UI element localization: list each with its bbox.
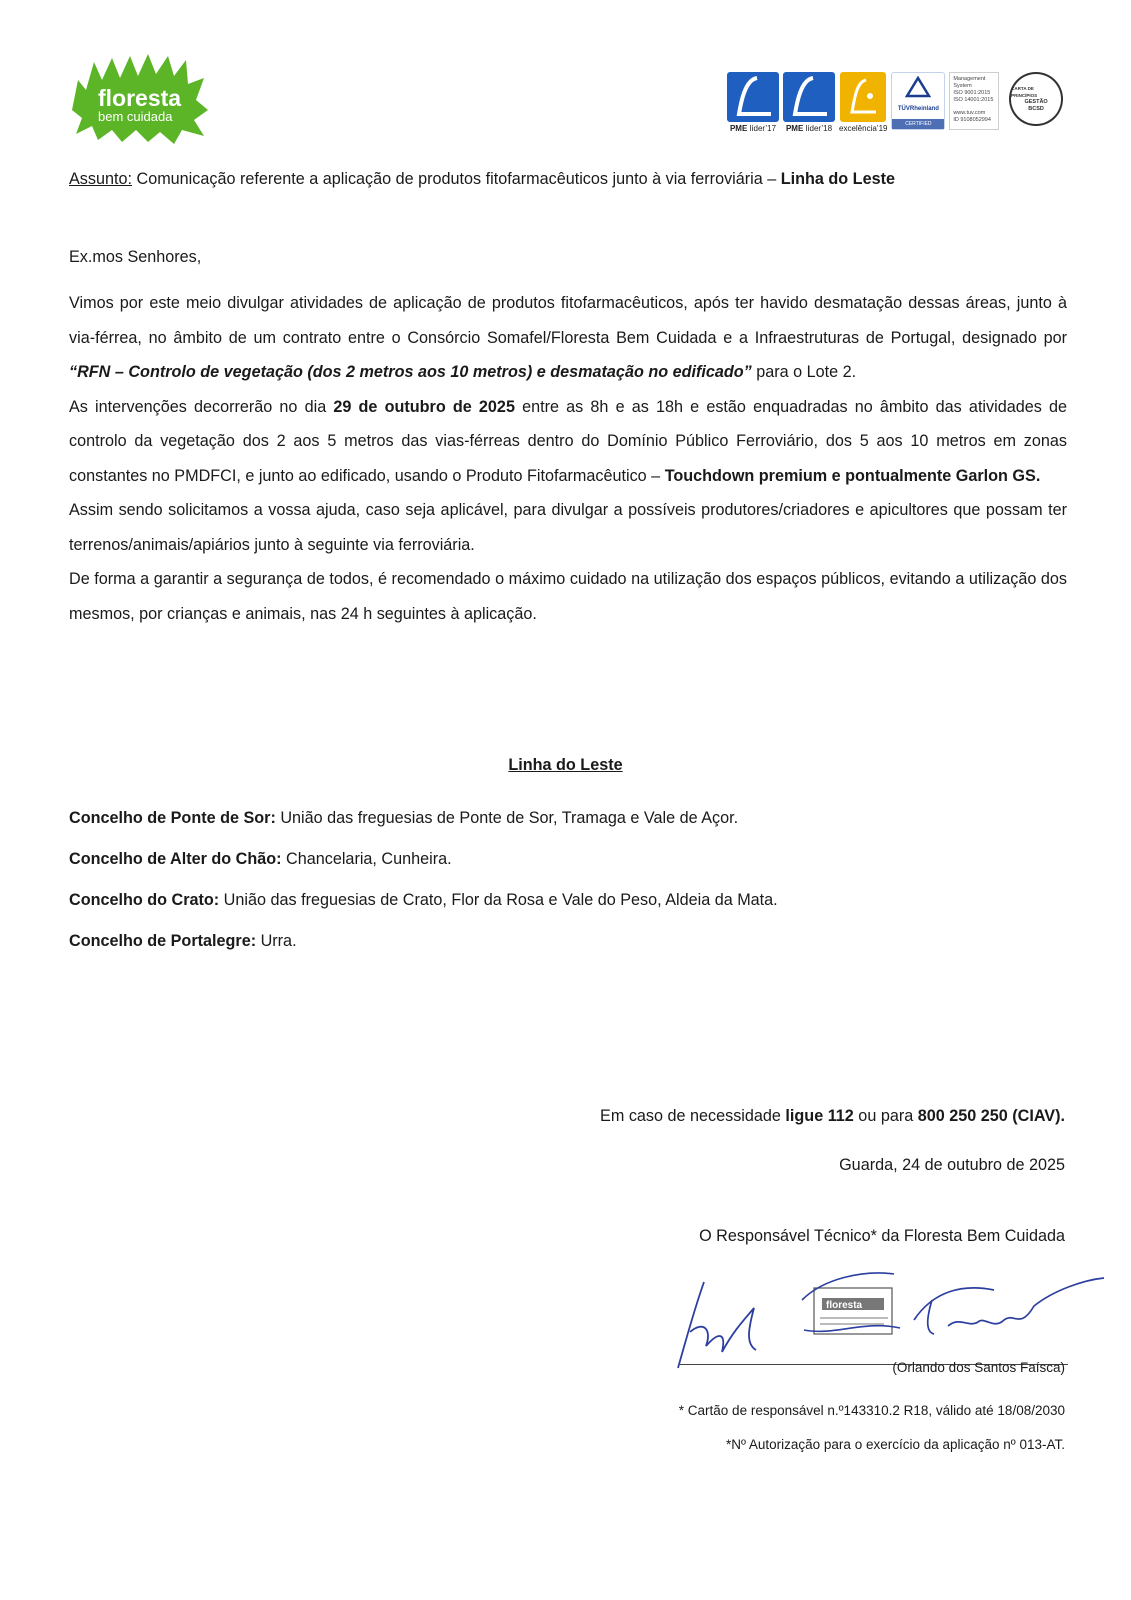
bcsd-seal	[1009, 72, 1063, 126]
emergency-text: Em caso de necessidade	[600, 1107, 786, 1125]
concelhos-list	[69, 798, 1067, 962]
pme-18-caption-bold: PME	[785, 124, 804, 133]
pme-lider-icon	[783, 72, 835, 122]
product-name: Touchdown premium e pontualmente Garlon GS.	[664, 466, 1041, 485]
p1-end: para o Lote 2.	[751, 363, 857, 381]
pme-excelencia-19-badge	[839, 72, 887, 134]
p2-text-b: entre as 8h e as 18h e estão enquadradas no âmbito das atividades de controlo da vegetação dos 2 aos 5 metros das vias-férreas dentro do Domínio Público Ferroviário, dos 5 aos 10 metros em zonas constantes no PMDFCI, e junto ao edificado, usando o Produto Fitofarmacêutico –	[69, 397, 1067, 485]
stamp-text: floresta	[826, 1300, 863, 1311]
intervention-date: 29 de outubro de 2025	[333, 397, 515, 416]
emergency-contact	[600, 1107, 1065, 1126]
iso-line: Management	[953, 76, 986, 82]
logo-text-bem-cuidada: bem cuidada	[98, 109, 173, 124]
concelho-value: União das freguesias de Ponte de Sor, Tramaga e Vale de Açor.	[275, 809, 739, 827]
floresta-logo	[64, 50, 212, 146]
subject-label: Assunto:	[69, 170, 132, 188]
pme-lider-icon	[727, 72, 779, 122]
p1-text: Vimos por este meio divulgar atividades de aplicação de produtos fitofarmacêuticos, após ter havido desmatação dessas áreas, junto à via-férrea, no âmbito de um contrato entre o Consórcio Somafel/Floresta Bem Cuidada e a Infraestruturas de Portugal, designado por	[69, 294, 1067, 347]
tuv-name: TÜVRheinland	[897, 105, 939, 112]
signatory-name: (Orlando dos Santos Faísca)	[892, 1360, 1065, 1375]
iso-management-box	[949, 72, 999, 130]
certification-badges	[727, 72, 1063, 142]
iso-line: ISO 14001:2015	[953, 97, 994, 103]
list-item	[69, 798, 1067, 839]
paragraph-1	[69, 286, 1067, 390]
concelho-label: Concelho de Alter do Chão:	[69, 850, 282, 868]
tuv-rheinland-badge	[891, 72, 945, 130]
footnote-authorization: *Nº Autorização para o exercício da aplicação nº 013-AT.	[725, 1437, 1065, 1452]
pme-excelencia-icon	[840, 72, 886, 122]
p2-text: As intervenções decorrerão no dia	[69, 397, 334, 416]
iso-line: ID 9108052994	[953, 117, 991, 123]
iso-line: ISO 9001:2015	[953, 90, 991, 96]
paragraph-3: Assim sendo solicitamos a vossa ajuda, caso seja aplicável, para divulgar a possíveis produtores/criadores e apicultores que possam ter terrenos/animais/apiários junto à seguinte via ferroviária.	[69, 501, 1067, 554]
concelho-label: Concelho de Ponte de Sor:	[69, 809, 276, 827]
subject-text: Comunicação referente a aplicação de produtos fitofarmacêuticos junto à via ferroviária –	[132, 170, 781, 188]
list-item	[69, 921, 1067, 962]
responsible-title: O Responsável Técnico* da Floresta Bem Cuidada	[699, 1227, 1065, 1245]
contract-name: “RFN – Controlo de vegetação (dos 2 metros aos 10 metros) e desmatação no edificado”	[69, 363, 752, 381]
subject-line	[69, 162, 1067, 197]
pme-17-caption: líder’17	[749, 124, 777, 133]
tuv-certified: CERTIFIED	[892, 119, 944, 129]
concelho-value: União das freguesias de Crato, Flor da Rosa e Vale do Peso, Aldeia da Mata.	[219, 891, 778, 909]
paragraph-4: De forma a garantir a segurança de todos, é recomendado o máximo cuidado na utilização dos espaços públicos, evitando a utilização dos mesmos, por crianças e animais, nas 24 h seguintes à aplicação.	[69, 570, 1067, 623]
list-item	[69, 839, 1067, 880]
pme-18-caption: líder’18	[805, 124, 833, 133]
pme-17-caption-bold: PME	[729, 124, 748, 133]
iso-line: System	[953, 83, 972, 89]
subject-line-name: Linha do Leste	[780, 170, 895, 188]
list-item	[69, 880, 1067, 921]
seal-line: GESTÃO	[1024, 99, 1048, 105]
section-title: Linha do Leste	[508, 756, 623, 774]
ciav-number: 800 250 250 (CIAV).	[917, 1107, 1065, 1125]
paragraph-2	[69, 390, 1067, 494]
footnote-card: * Cartão de responsável n.º143310.2 R18, válido até 18/08/2030	[678, 1403, 1065, 1418]
pme-19-caption: excelência’19	[839, 124, 888, 133]
tuv-triangle-icon	[905, 76, 931, 98]
emergency-number: ligue 112	[785, 1107, 854, 1125]
concelho-label: Concelho do Crato:	[69, 891, 220, 909]
concelho-value: Urra.	[256, 932, 297, 950]
seal-line: BCSD	[1028, 106, 1044, 112]
seal-line: CARTA DE PRINCÍPIOS	[1011, 86, 1038, 98]
greeting: Ex.mos Senhores,	[69, 248, 202, 266]
body-text	[69, 286, 1067, 631]
pme-lider-18-badge	[783, 72, 835, 134]
place-date: Guarda, 24 de outubro de 2025	[839, 1156, 1065, 1174]
pme-lider-17-badge	[727, 72, 779, 134]
concelho-value: Chancelaria, Cunheira.	[281, 850, 452, 868]
emergency-text: ou para	[853, 1107, 918, 1125]
concelho-label: Concelho de Portalegre:	[69, 932, 257, 950]
iso-line: www.tuv.com	[953, 110, 986, 116]
logo-text-floresta: floresta	[98, 85, 182, 111]
